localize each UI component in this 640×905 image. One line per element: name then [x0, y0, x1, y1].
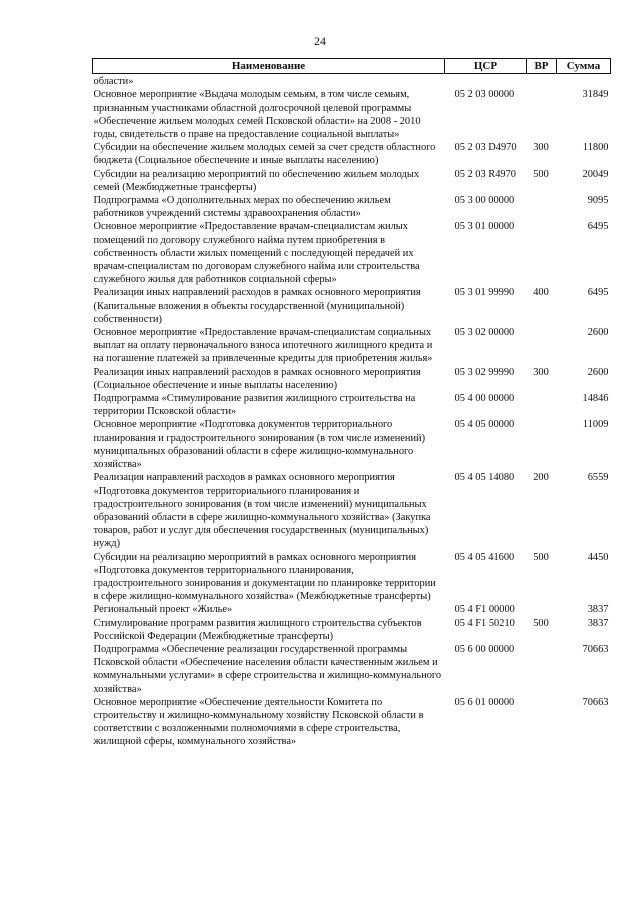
- row-csr: 05 2 03 00000: [454, 89, 515, 101]
- row-sum: 70663: [582, 696, 609, 708]
- row-csr: 05 3 01 99990: [454, 287, 515, 299]
- table-row: [93, 696, 611, 749]
- row-name: Реализация направлений расходов в рамках основного мероприятия «Подготовка документов территориального планирования и градостроительного зонирования (в том числе изменений) муниципальных образований области в сфере жилищно-коммунального хозяйства» (Закупка товаров, работ и услуг для обеспечения государственных (муниципальных) нужд): [93, 472, 431, 550]
- row-vr: 500: [533, 168, 549, 180]
- row-csr: 05 6 00 00000: [454, 643, 515, 655]
- row-sum: 2600: [587, 327, 609, 339]
- row-vr: 400: [533, 287, 549, 299]
- row-csr: 05 3 01 00000: [454, 221, 515, 233]
- row-name: Основное мероприятие «Подготовка документов территориального планирования и градостроительного зонирования (в том числе изменений) муниципальных образований области в сфере жилищно-коммунального хозяйства»: [93, 419, 426, 471]
- table-row: [93, 168, 611, 194]
- header-name: Наименование: [93, 59, 445, 74]
- row-name: Подпрограмма «Стимулирование развития жилищного строительства на территории Псковской области»: [93, 393, 416, 418]
- row-name: Подпрограмма «Обеспечение реализации государственной программы Псковской области «Обеспечение населения области качественным жильем и коммунальными услугами» в сфере строительства и жилищно-коммунального хозяйства»: [93, 643, 442, 695]
- row-vr: [527, 326, 557, 366]
- table-row: [93, 551, 611, 604]
- row-sum: 31849: [582, 89, 609, 101]
- row-name: Реализация иных направлений расходов в рамках основного мероприятия (Социальное обеспечение и иные выплаты населению): [93, 366, 421, 391]
- row-csr: 05 2 03 R4970: [454, 168, 516, 180]
- row-sum: 2600: [587, 366, 609, 378]
- budget-table: [92, 58, 611, 749]
- row-csr: 05 6 01 00000: [454, 696, 515, 708]
- row-sum: 4450: [587, 551, 609, 563]
- row-sum: 3837: [587, 617, 609, 629]
- row-vr: [527, 194, 557, 220]
- header-sum: Сумма: [557, 59, 611, 74]
- row-vr: [527, 220, 557, 286]
- row-name: Стимулирование программ развития жилищного строительства субъектов Российской Федерации (Межбюджетные трансферты): [93, 617, 422, 642]
- row-name: Реализация иных направлений расходов в рамках основного мероприятия (Капитальные вложения в объекты государственной (муниципальной) собственности): [93, 287, 421, 325]
- table-row: [93, 88, 611, 141]
- table-row: [93, 286, 611, 326]
- row-name: Субсидии на обеспечение жильем молодых семей за счет средств областного бюджета (Социальное обеспечение и иные выплаты населению): [93, 142, 436, 167]
- row-name: Основное мероприятие «Предоставление врачам-специалистам жилых помещений по договору служебного найма путем приобретения в собственность области жилых помещений с последующей передачей их врачам-специалистам по договорам служебного найма или строительства служебного жилья для работников социальной сферы»: [93, 221, 420, 286]
- table-row: [93, 471, 611, 550]
- row-vr: [527, 74, 557, 89]
- row-csr: 05 4 00 00000: [454, 393, 515, 405]
- table-row: [93, 194, 611, 220]
- row-name: Основное мероприятие «Предоставление врачам-специалистам социальных выплат на оплату первоначального взноса ипотечного жилищного кредита и на погашение платежей за привлеченные кредиты для приобретения жилья»: [93, 327, 433, 365]
- row-vr: [527, 603, 557, 616]
- row-name: области»: [93, 76, 134, 88]
- row-vr: 500: [533, 617, 549, 629]
- table-row: [93, 603, 611, 616]
- row-vr: [527, 88, 557, 141]
- row-sum: [557, 74, 611, 89]
- row-vr: [527, 418, 557, 471]
- row-name: Субсидии на реализацию мероприятий по обеспечению жильем молодых семей (Межбюджетные трансферты): [93, 168, 420, 193]
- row-vr: 500: [533, 551, 549, 563]
- table-row: [93, 366, 611, 392]
- table-row: [93, 326, 611, 366]
- row-sum: 70663: [582, 643, 609, 655]
- row-csr: 05 3 00 00000: [454, 195, 515, 207]
- row-sum: 11009: [582, 419, 609, 431]
- row-sum: 6495: [587, 221, 609, 233]
- row-sum: 14846: [582, 393, 609, 405]
- row-sum: 6495: [587, 287, 609, 299]
- row-csr: 05 4 F1 00000: [454, 604, 515, 616]
- row-name: Подпрограмма «О дополнительных мерах по обеспечению жильем работников учреждений системы здравоохранения области»: [93, 195, 391, 220]
- table-row: [93, 74, 611, 89]
- row-sum: 3837: [587, 604, 609, 616]
- row-name: Субсидии на реализацию мероприятий в рамках основного мероприятия «Подготовка документов территориального планирования, градостроительного зонирования и документации по планировке территории в сфере жилищно-коммунального хозяйства» (Межбюджетные трансферты): [93, 551, 436, 603]
- row-vr: [527, 696, 557, 749]
- row-csr: 05 4 05 00000: [454, 419, 515, 431]
- table-row: [93, 392, 611, 418]
- row-sum: 11800: [582, 142, 609, 154]
- page-number: 24: [314, 34, 326, 48]
- row-csr: 05 3 02 00000: [454, 327, 515, 339]
- row-vr: 300: [533, 366, 549, 378]
- table-row: [93, 643, 611, 696]
- row-vr: [527, 643, 557, 696]
- row-csr: 05 4 05 14080: [454, 472, 515, 484]
- row-vr: 300: [533, 142, 549, 154]
- table-row: [93, 617, 611, 643]
- table-header-row: [93, 59, 611, 74]
- header-vr: ВР: [527, 59, 557, 74]
- row-csr: 05 3 02 99990: [454, 366, 515, 378]
- row-name: Основное мероприятие «Обеспечение деятельности Комитета по строительству и жилищно-коммунальному хозяйству Псковской области в соответствии с возложенными полномочиями в сфере строительства, жилищной сферы, коммунального хозяйства»: [93, 696, 424, 748]
- row-name: Региональный проект «Жилье»: [93, 604, 233, 616]
- row-csr: [445, 74, 527, 89]
- row-sum: 6559: [587, 472, 609, 484]
- row-csr: 05 4 05 41600: [454, 551, 515, 563]
- header-csr: ЦСР: [445, 59, 527, 74]
- row-csr: 05 4 F1 50210: [454, 617, 515, 629]
- row-csr: 05 2 03 D4970: [454, 142, 517, 154]
- row-vr: [527, 392, 557, 418]
- row-sum: 9095: [587, 195, 609, 207]
- table-row: [93, 141, 611, 167]
- table-row: [93, 418, 611, 471]
- row-sum: 20049: [582, 168, 609, 180]
- row-vr: 200: [533, 472, 549, 484]
- row-name: Основное мероприятие «Выдача молодым семьям, в том числе семьям, признанным участниками областной долгосрочной целевой программы «Обеспечение жильем молодых семей Псковской области» на 2008 - 2010 годы, свидетельств о праве на предоставление социальной выплаты»: [93, 89, 421, 141]
- table-row: [93, 220, 611, 286]
